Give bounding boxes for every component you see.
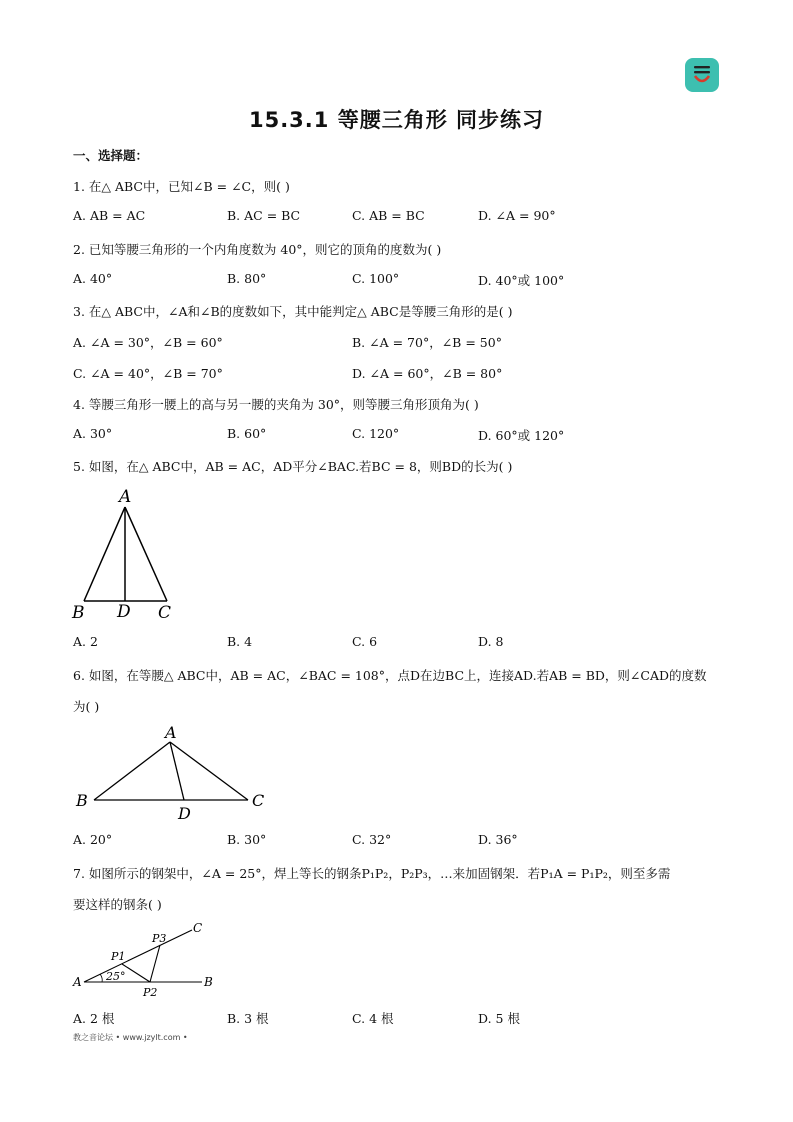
question-2-stem: 2. 已知等腰三角形的一个内角度数为 40°，则它的顶角的度数为( ) (73, 242, 442, 257)
q6-side-ab (94, 742, 170, 800)
q6-label-a: A (165, 723, 177, 742)
question-1-stem: 1. 在△ ABC中，已知∠B = ∠C，则( ) (73, 179, 290, 194)
q5-option-c: C. 6 (352, 634, 378, 649)
question-3-stem: 3. 在△ ABC中，∠A和∠B的度数如下，其中能判定△ ABC是等腰三角形的是( ) (73, 304, 513, 319)
q3-option-d: D. ∠A = 60°，∠B = 80° (352, 366, 503, 381)
q7-option-a: A. 2 根 (73, 1011, 115, 1026)
q3-option-c: C. ∠A = 40°，∠B = 70° (73, 366, 223, 381)
q7-label-b: B (204, 975, 213, 989)
q6-option-a: A. 20° (73, 832, 113, 847)
q5-label-a: A (119, 487, 132, 507)
q4-option-b: B. 60° (227, 426, 267, 441)
q7-label-a: A (73, 975, 82, 989)
q7-label-p3: P3 (152, 932, 167, 945)
q5-option-d: D. 8 (478, 634, 504, 649)
q4-option-c: C. 120° (352, 426, 400, 441)
q2-option-a: A. 40° (73, 271, 113, 286)
q7-angle-arc (100, 974, 102, 982)
q1-option-d: D. ∠A = 90° (478, 208, 556, 223)
q7-label-p1: P1 (111, 950, 126, 963)
q7-steel-frame-figure (70, 918, 230, 1002)
q4-option-d: D. 60°或 120° (478, 428, 565, 443)
question-6-stem-line1: 6. 如图，在等腰△ ABC中，AB = AC，∠BAC = 108°，点D在边BC上，连接AD.若AB = BD，则∠CAD的度数 (73, 668, 707, 683)
q7-option-d: D. 5 根 (478, 1011, 520, 1026)
q5-triangle-figure (70, 485, 190, 625)
q2-option-c: C. 100° (352, 271, 400, 286)
q6-triangle-figure (70, 720, 270, 825)
q6-label-b: B (76, 791, 88, 810)
q7-option-c: C. 4 根 (352, 1011, 394, 1026)
q5-side-ac (125, 507, 167, 601)
section-heading: 一、选择题： (73, 148, 149, 163)
q1-option-c: C. AB = BC (352, 208, 425, 223)
page-title: 15.3.1 等腰三角形 同步练习 (248, 108, 545, 132)
question-7-stem-line1: 7. 如图所示的钢架中，∠A = 25°，焊上等长的钢条P₁P₂，P₂P₃，…来加固钢架．若P₁A = P₁P₂，则至多需 (73, 866, 671, 881)
q2-option-b: B. 80° (227, 271, 267, 286)
q2-option-d: D. 40°或 100° (478, 273, 565, 288)
q5-option-a: A. 2 (73, 634, 98, 649)
q5-label-d: D (117, 602, 131, 622)
q1-option-b: B. AC = BC (227, 208, 301, 223)
q6-label-c: C (252, 791, 265, 810)
question-6-stem-line2: 为( ) (73, 699, 100, 714)
q7-bar-p1p2 (122, 964, 150, 982)
question-7-stem-line2: 要这样的钢条( ) (73, 897, 162, 912)
q5-label-b: B (72, 603, 85, 623)
q7-label-angle: 25° (106, 970, 126, 983)
page-footer: 教之音论坛 • www.jzylt.com • (73, 1033, 188, 1042)
q6-option-b: B. 30° (227, 832, 267, 847)
document-logo-icon (685, 58, 719, 92)
q3-option-a: A. ∠A = 30°，∠B = 60° (73, 335, 223, 350)
q7-bar-p2p3 (150, 945, 160, 982)
q1-option-a: A. AB = AC (73, 208, 146, 223)
q6-label-d: D (178, 804, 191, 823)
q4-option-a: A. 30° (73, 426, 113, 441)
q7-label-c: C (193, 921, 203, 935)
q6-option-c: C. 32° (352, 832, 392, 847)
question-5-stem: 5. 如图，在△ ABC中，AB = AC，AD平分∠BAC.若BC = 8，则BD的长为( ) (73, 459, 513, 474)
q7-label-p2: P2 (143, 986, 158, 999)
q5-side-ab (84, 507, 125, 601)
q3-option-b: B. ∠A = 70°，∠B = 50° (352, 335, 502, 350)
q6-option-d: D. 36° (478, 832, 518, 847)
q7-option-b: B. 3 根 (227, 1011, 269, 1026)
question-4-stem: 4. 等腰三角形一腰上的高与另一腰的夹角为 30°，则等腰三角形顶角为( ) (73, 397, 479, 412)
q5-option-b: B. 4 (227, 634, 253, 649)
q5-label-c: C (158, 603, 172, 623)
